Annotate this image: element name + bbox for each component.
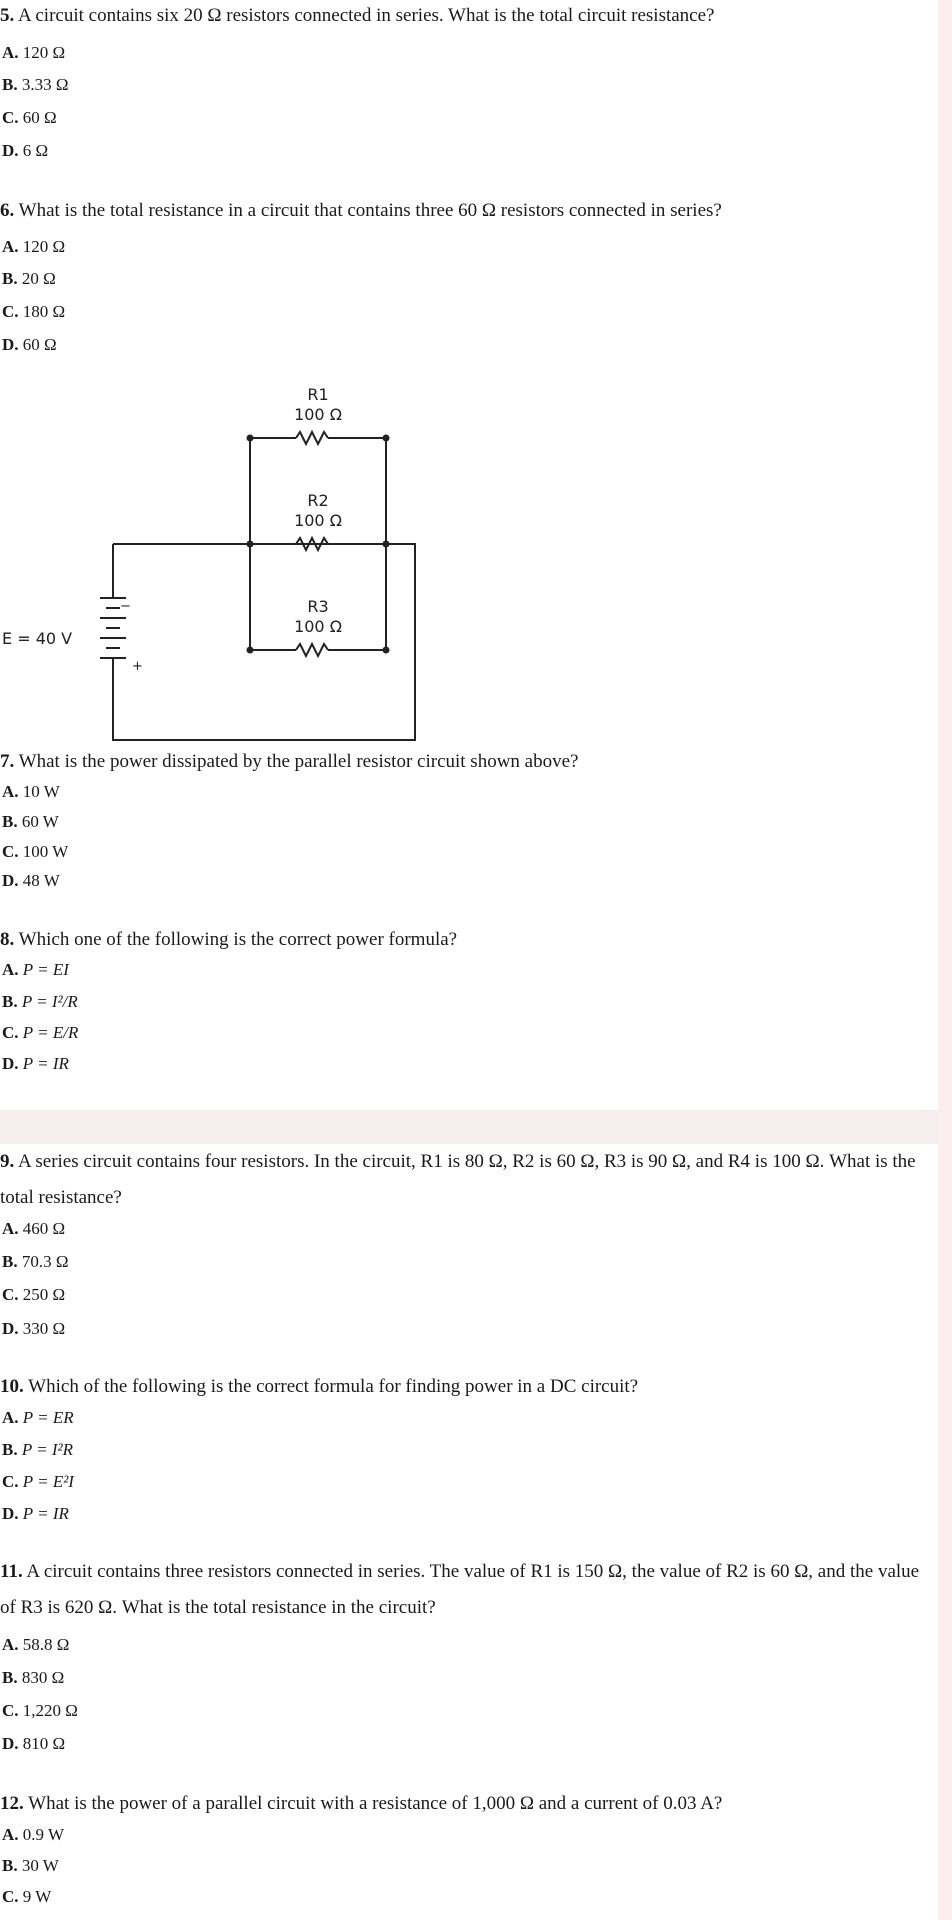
option-9a[interactable] — [2, 1218, 65, 1240]
question-11 — [0, 1554, 930, 1626]
option-letter: B. — [2, 812, 18, 831]
option-5c[interactable] — [2, 107, 57, 129]
question-number: 12. — [0, 1793, 24, 1814]
option-letter: D. — [2, 335, 19, 354]
option-text: P = E²I — [22, 1472, 74, 1491]
option-letter: D. — [2, 1319, 19, 1338]
question-10 — [0, 1375, 930, 1399]
page-section-2 — [0, 1144, 938, 1920]
option-text: P = EI — [22, 960, 69, 979]
option-8a[interactable] — [2, 959, 69, 981]
option-letter: A. — [2, 1408, 19, 1427]
question-text: What is the power of a parallel circuit with a resistance of 1,000 Ω and a current of 0.03 A? — [28, 1793, 723, 1814]
question-number: 10. — [0, 1376, 24, 1397]
question-8 — [0, 928, 930, 952]
option-letter: B. — [2, 1440, 18, 1459]
resistor-r3 — [296, 644, 328, 656]
option-text: 3.33 Ω — [21, 75, 69, 94]
option-text: 9 W — [22, 1887, 52, 1906]
option-letter: C. — [2, 1887, 19, 1906]
option-text: P = IR — [22, 1054, 69, 1073]
option-text: 250 Ω — [22, 1285, 66, 1304]
option-letter: B. — [2, 1668, 18, 1687]
option-text: 180 Ω — [22, 302, 66, 321]
option-letter: B. — [2, 75, 18, 94]
option-text: 60 Ω — [22, 335, 57, 354]
option-10c[interactable] — [2, 1471, 74, 1493]
option-letter: C. — [2, 1023, 19, 1042]
option-text: 60 Ω — [22, 108, 57, 127]
option-letter: C. — [2, 842, 19, 861]
option-text: 0.9 W — [22, 1825, 65, 1844]
question-number: 8. — [0, 929, 15, 950]
page-divider — [0, 1110, 938, 1144]
option-text: 70.3 Ω — [21, 1252, 69, 1271]
battery-minus-label: − — [120, 599, 131, 614]
question-text: What is the total resistance in a circuit that contains three 60 Ω resistors connected in series? — [18, 200, 722, 221]
option-6b[interactable] — [2, 268, 56, 290]
question-text: Which one of the following is the correct power formula? — [18, 929, 458, 950]
option-7a[interactable] — [2, 781, 60, 803]
option-letter: D. — [2, 1734, 19, 1753]
option-letter: A. — [2, 43, 19, 62]
option-letter: B. — [2, 992, 18, 1011]
option-text: 120 Ω — [22, 43, 66, 62]
r2-name-label: R2 — [307, 491, 329, 510]
option-letter: B. — [2, 269, 18, 288]
option-8d[interactable] — [2, 1053, 69, 1075]
option-text: 810 Ω — [22, 1734, 66, 1753]
option-text: 6 Ω — [22, 141, 49, 160]
option-5b[interactable] — [2, 74, 68, 96]
option-letter: A. — [2, 960, 19, 979]
option-7d[interactable] — [2, 870, 60, 892]
option-10a[interactable] — [2, 1407, 74, 1429]
option-letter: C. — [2, 1285, 19, 1304]
option-11c[interactable] — [2, 1700, 78, 1722]
option-letter: C. — [2, 1701, 19, 1720]
option-6c[interactable] — [2, 301, 65, 323]
option-text: 1,220 Ω — [22, 1701, 78, 1720]
option-letter: D. — [2, 871, 19, 890]
question-number: 6. — [0, 200, 15, 221]
option-text: P = ER — [22, 1408, 74, 1427]
option-7b[interactable] — [2, 811, 59, 833]
resistor-r1 — [296, 432, 328, 444]
option-letter: C. — [2, 1472, 19, 1491]
question-number: 11. — [0, 1561, 23, 1582]
option-letter: C. — [2, 108, 19, 127]
option-letter: C. — [2, 302, 19, 321]
question-6 — [0, 199, 930, 223]
question-text: Which of the following is the correct formula for finding power in a DC circuit? — [28, 1376, 639, 1397]
question-9 — [0, 1144, 930, 1216]
option-text: P = E/R — [22, 1023, 79, 1042]
option-text: P = I²/R — [21, 992, 78, 1011]
option-letter: B. — [2, 1856, 18, 1875]
option-10d[interactable] — [2, 1503, 69, 1525]
option-letter: B. — [2, 1252, 18, 1271]
question-text: A circuit contains three resistors connected in series. The value of R1 is 150 Ω, the value of R2 is 60 Ω, and the value of R3 is 620 Ω. What is the total resistance in the circuit? — [0, 1561, 920, 1618]
option-letter: D. — [2, 141, 19, 160]
option-11b[interactable] — [2, 1667, 64, 1689]
option-letter: A. — [2, 782, 19, 801]
option-12a[interactable] — [2, 1824, 64, 1846]
question-12 — [0, 1792, 930, 1816]
option-text: P = I²R — [21, 1440, 74, 1459]
source-voltage-label: E = 40 V — [2, 629, 73, 648]
option-9d[interactable] — [2, 1318, 65, 1340]
option-7c[interactable] — [2, 841, 68, 863]
option-5d[interactable] — [2, 140, 48, 162]
option-letter: A. — [2, 1825, 19, 1844]
option-12c[interactable] — [2, 1886, 51, 1908]
option-9c[interactable] — [2, 1284, 65, 1306]
option-8b[interactable] — [2, 991, 78, 1013]
question-text: A series circuit contains four resistors. In the circuit, R1 is 80 Ω, R2 is 60 Ω, R3 is 90 Ω, and R4 is 100 Ω. What is the total resistance? — [0, 1151, 916, 1208]
option-8c[interactable] — [2, 1022, 78, 1044]
option-9b[interactable] — [2, 1251, 68, 1273]
option-text: 460 Ω — [22, 1219, 66, 1238]
option-text: P = IR — [22, 1504, 69, 1523]
question-number: 9. — [0, 1151, 15, 1172]
option-text: 60 W — [21, 812, 59, 831]
option-text: 30 W — [21, 1856, 59, 1875]
option-letter: A. — [2, 237, 19, 256]
option-11d[interactable] — [2, 1733, 65, 1755]
battery-plus-label: + — [132, 659, 143, 674]
r3-name-label: R3 — [307, 597, 329, 616]
r1-name-label: R1 — [307, 385, 329, 404]
option-text: 48 W — [22, 871, 60, 890]
option-letter: A. — [2, 1219, 19, 1238]
question-text: What is the power dissipated by the parallel resistor circuit shown above? — [18, 751, 579, 772]
option-text: 10 W — [22, 782, 60, 801]
wire-outer-loop — [113, 544, 415, 740]
option-11a[interactable] — [2, 1634, 69, 1656]
r1-value-label: 100 Ω — [294, 405, 342, 424]
parallel-circuit-diagram — [0, 372, 430, 746]
option-letter: D. — [2, 1504, 19, 1523]
option-6d[interactable] — [2, 334, 57, 356]
question-7 — [0, 750, 930, 774]
option-text: 100 W — [22, 842, 69, 861]
option-5a[interactable] — [2, 42, 65, 64]
option-6a[interactable] — [2, 236, 65, 258]
option-text: 830 Ω — [21, 1668, 65, 1687]
option-text: 20 Ω — [21, 269, 56, 288]
option-12b[interactable] — [2, 1855, 59, 1877]
option-letter: D. — [2, 1054, 19, 1073]
question-number: 5. — [0, 5, 15, 26]
option-text: 330 Ω — [22, 1319, 66, 1338]
question-number: 7. — [0, 751, 15, 772]
option-text: 58.8 Ω — [22, 1635, 70, 1654]
page-margin-strip — [938, 0, 952, 1920]
r2-value-label: 100 Ω — [294, 511, 342, 530]
r3-value-label: 100 Ω — [294, 617, 342, 636]
option-letter: A. — [2, 1635, 19, 1654]
option-10b[interactable] — [2, 1439, 73, 1461]
question-5 — [0, 4, 930, 28]
option-text: 120 Ω — [22, 237, 66, 256]
question-text: A circuit contains six 20 Ω resistors connected in series. What is the total circuit resistance? — [17, 5, 715, 26]
